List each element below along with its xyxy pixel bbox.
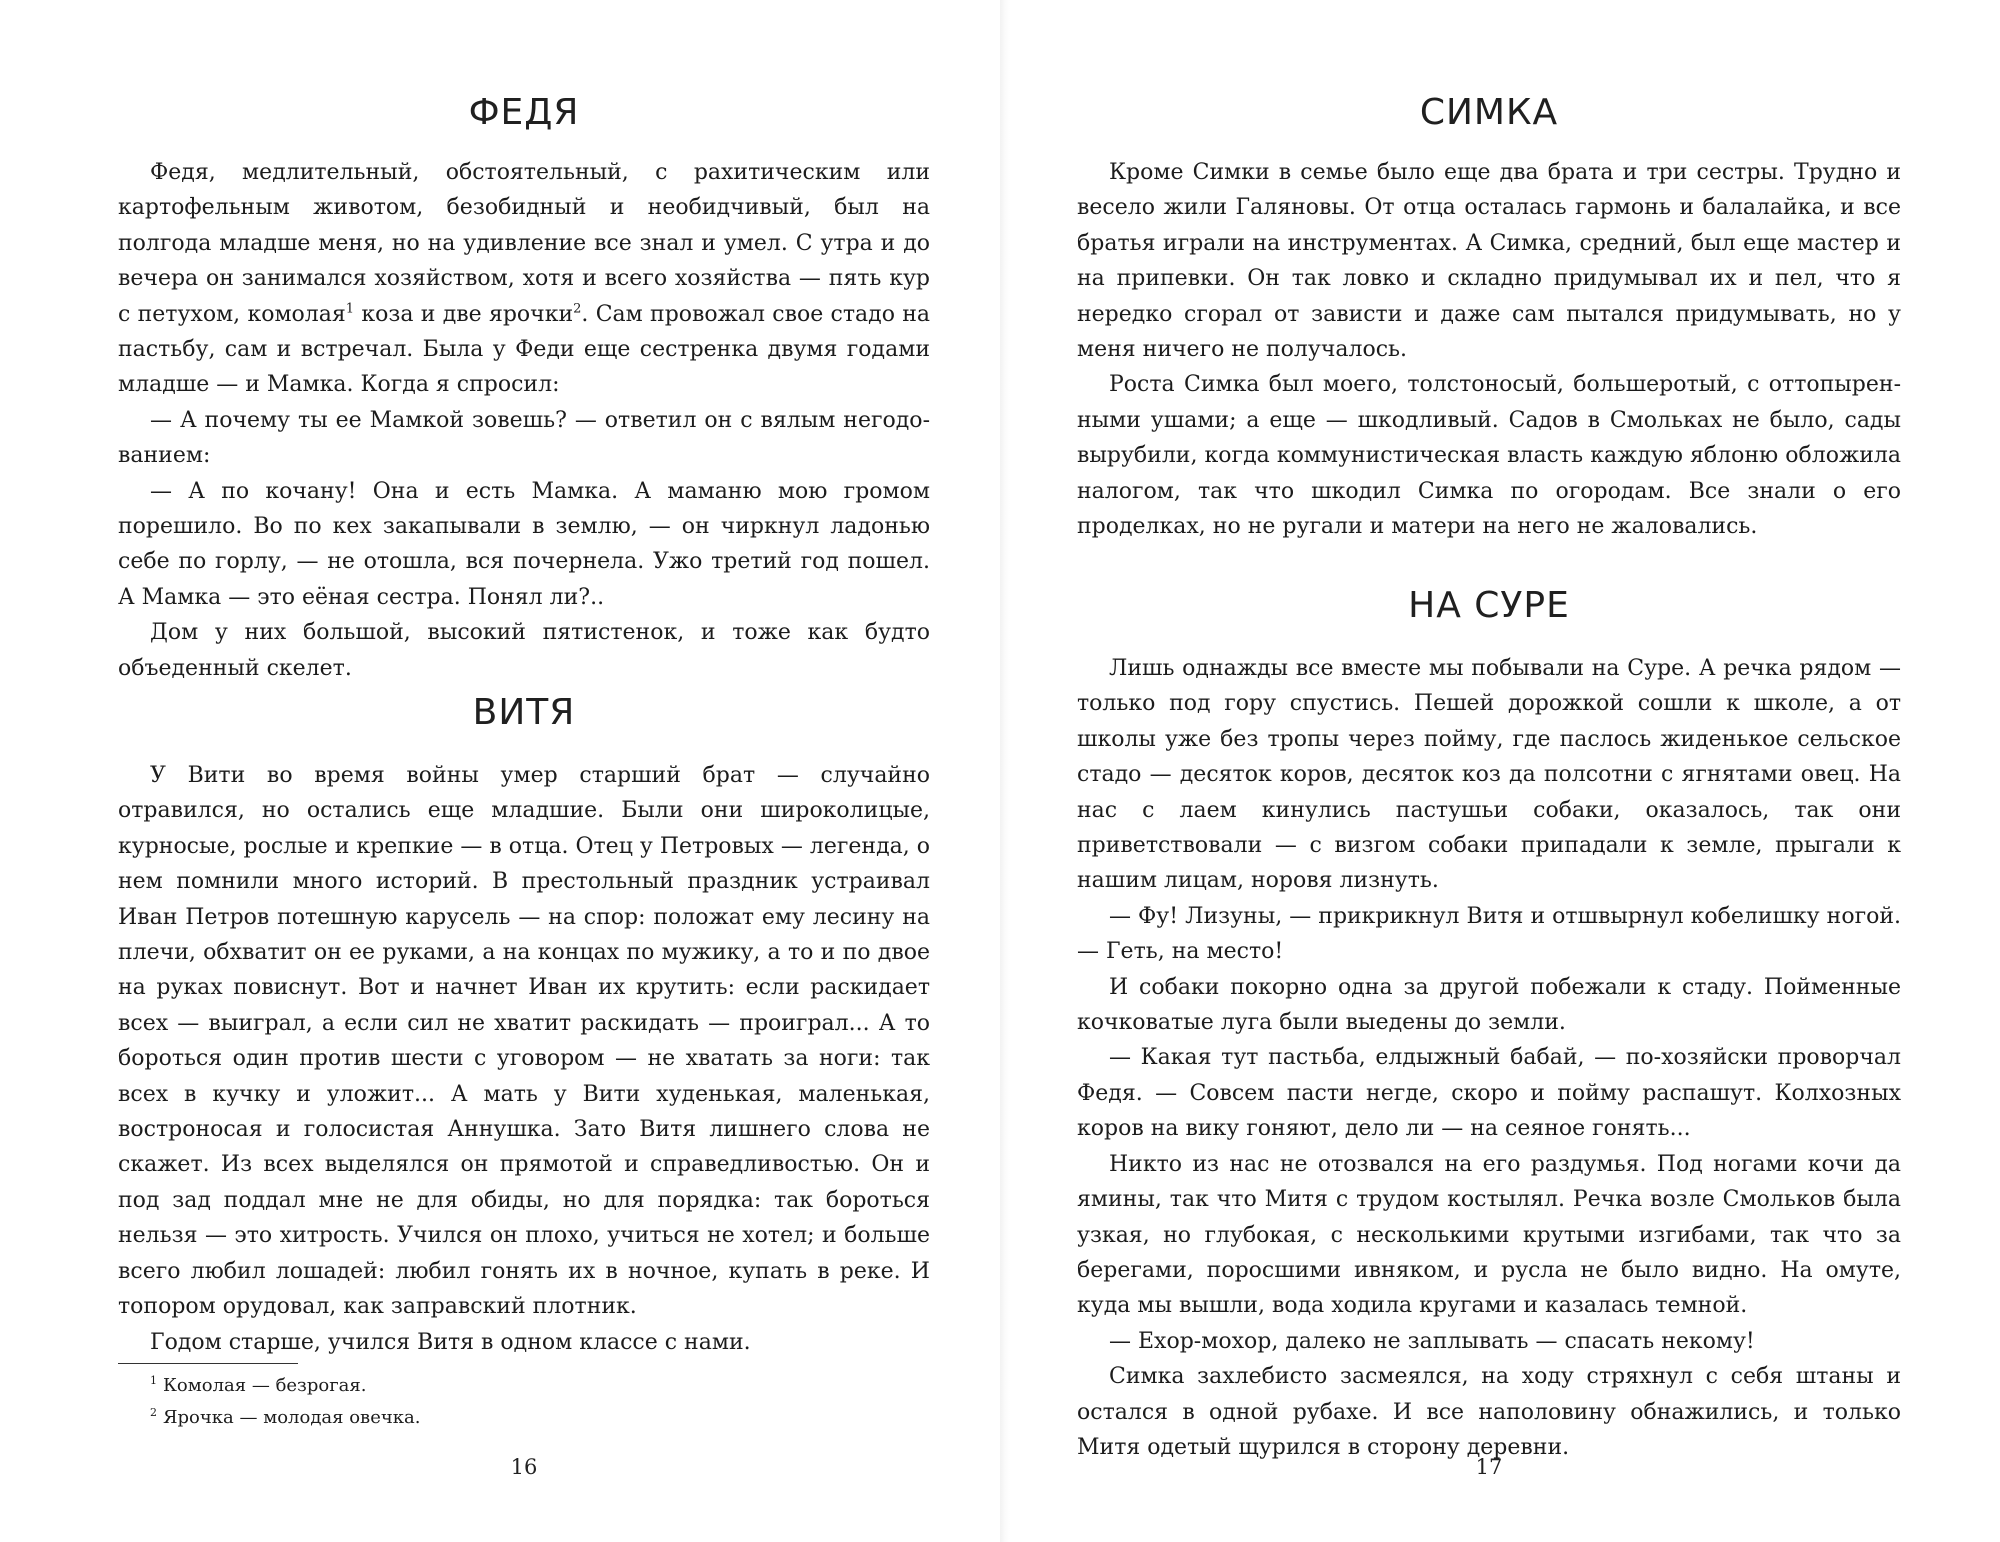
footnote-divider xyxy=(118,1363,298,1364)
paragraph: И собаки покорно одна за другой побежали к стаду. Пойменные кочковатые луга были выедены до земли. xyxy=(1077,974,1901,1036)
paragraph: Дом у них большой, высокий пятистенок, и тоже как будто объеденный скелет. xyxy=(118,620,930,681)
section-fedya xyxy=(118,155,930,686)
paragraph: — А по кочану! Она и есть Мамка. А маманю мою громом порешило. Во по кех закапывали в землю, — он чиркнул ладонью себе по горлу, — не отошла, вся почернела. Ужо третий год пошел. А Мамка — это еёная сестра. Понял ли?.. xyxy=(118,478,930,610)
paragraph: Никто из нас не отозвался на его раздумья. Под ногами кочи да ямины, так что Митя с трудом костылял. Речка возле Смольков была узкая, но глубокая, с несколькими крутыми изгибами, так что за берегами, поросшими ивняком, и русла не было видно. На омуте, куда мы вышли, вода ходила кругами и казалась темной. xyxy=(1077,1151,1901,1319)
paragraph: Кроме Симки в семье было еще два брата и три сестры. Трудно и весело жили Галяновы. От отца осталась гармонь и балалайка, и все братья играли на инструментах. А Симка, средний, был еще мастер и на припевки. Он так ловко и складно придумывал их и пел, что я нередко сгорал от зависти и даже сам пытался придумывать, но у меня ничего не получалось. xyxy=(1077,160,1901,363)
section-vitya xyxy=(118,758,930,1360)
right-page xyxy=(1077,0,1901,1542)
paragraph: — А почему ты ее Мамкой зовешь? — ответил он с вялым негодованием: xyxy=(118,407,930,469)
left-page xyxy=(118,0,930,1542)
paragraph: Лишь однажды все вместе мы побывали на Суре. А речка рядом — только под гору спустись. Пешей дорожкой сошли к школе, а от школы уже без тропы через пойму, где паслось жиденькое сельское стадо — десяток коров, десяток коз да полсотни с ягнятами овец. На нас с лаем кинулись пастушьи собаки, оказалось, так они приветствовали — с визгом собаки припадали к земле, прыгали к нашим лицам, норовя лизнуть. xyxy=(1077,656,1901,894)
paragraph: У Вити во время войны умер старший брат — случайно отравился, но остались еще младшие. Были они широколицые, курносые, рослые и крепкие — в отца. Отец у Петровых — легенда, о нем помнили много историй. В престольный праздник устраивал Иван Петров потешную карусель — на спор: положат ему лесину на плечи, обхватит он ее руками, а на концах по мужику, а то и по двое на руках повиснут. Вот и начнет Иван их крутить: если раскидает всех — выиграл, а если сил не хватит раскидать — проиграл... А то бороться один против шести с уговором — не хватать за ноги: так всех в кучку и уложит... А мать у Вити худенькая, маленькая, востроносая и голосистая Аннушка. Зато Витя лишнего слова не скажет. Из всех выделялся он прямотой и справедливостью. Он и под зад поддал мне не для обиды, но для порядка: так бороться нельзя — это хитрость. Учился он плохо, учиться не хотел; и больше всего любил лошадей: любил гонять их в ночное, купать в реке. И топором орудовал, как заправский плотник. xyxy=(118,763,930,1320)
heading-vitya: ВИТЯ xyxy=(472,692,576,733)
heading-na-sure: НА СУРЕ xyxy=(1408,585,1570,626)
page-number: 16 xyxy=(510,1455,538,1479)
page-number: 17 xyxy=(1475,1455,1503,1479)
section-na-sure xyxy=(1077,651,1901,1465)
footnotes xyxy=(118,1370,930,1434)
paragraph: — Фу! Лизуны, — прикрикнул Витя и отшвырнул кобелишку ногой. — Геть, на место! xyxy=(1077,903,1901,965)
paragraph: Роста Симка был моего, толстоносый, большеротый, с оттопыренными ушами; а еще — шкодливый. Садов в Смольках не было, сады вырубили, когда коммунистическая власть каждую яблоню обложила налогом, так что шкодил Симка по огородам. Все знали о его проделках, но не ругали и матери на него не жаловались. xyxy=(1077,372,1901,540)
footnote: $^1$ Комолая — безрогая. xyxy=(150,1374,367,1396)
heading-simka: СИМКА xyxy=(1419,92,1559,133)
paragraph: — Какая тут пастьба, елдыжный бабай, — по-хозяйски проворчал Федя. — Совсем пасти негде, скоро и пойму распашут. Колхозных коров на вику гоняют, дело ли — на сеяное гонять... xyxy=(1077,1045,1901,1142)
footnote-ref: 2 xyxy=(573,301,582,317)
paragraph: — Ехор-мохор, далеко не заплывать — спасать некому! xyxy=(1109,1328,1755,1354)
book-gutter xyxy=(1000,0,1010,1542)
footnote: $^2$ Ярочка — молодая овечка. xyxy=(150,1406,421,1428)
heading-fedya: ФЕДЯ xyxy=(468,92,580,133)
paragraph: Годом старше, учился Витя в одном классе с нами. xyxy=(150,1329,751,1355)
footnote-ref: 1 xyxy=(345,301,355,317)
section-simka xyxy=(1077,155,1901,544)
paragraph: Симка захлебисто засмеялся, на ходу стряхнул с себя штаны и остался в одной рубахе. И все наполовину обнажились, и только Митя одетый щурился в сторону деревни. xyxy=(1077,1364,1901,1460)
paragraph: Федя, медлительный, обстоятельный, с рахитическим или картофельным животом, безобидный и необидчивый, был на полгода младше меня, но на удивление все знал и умел. С утра и до вечера он занимался хозяйством, хотя и всего хозяйства — пять кур с петухом, комолая$^1$ коза и две ярочки$^2$. Сам провожал свое стадо на пастьбу, сам и встречал. Была у Феди еще сестренка двумя годами младше — и Мамка. Когда я спросил: xyxy=(118,160,931,398)
